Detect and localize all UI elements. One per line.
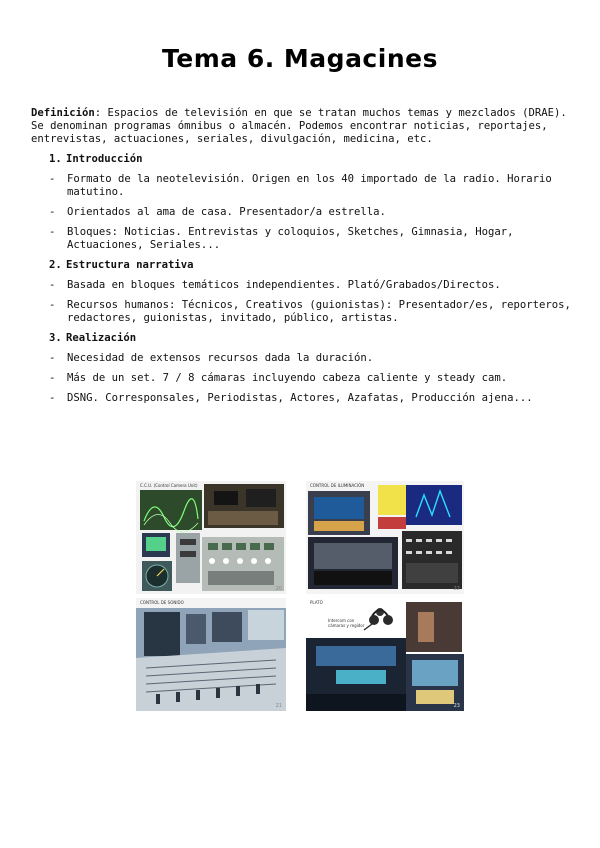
list-item	[49, 206, 571, 219]
list-item-text: Basada en bloques temáticos independientes. Plató/Grabados/Directos.	[67, 279, 501, 291]
list-item-text: Bloques: Noticias. Entrevistas y coloquios, Sketches, Gimnasia, Hogar, Actuaciones, Seriales...	[67, 226, 514, 251]
list-item-text: Formato de la neotelevisión. Origen en los 40 importado de la radio. Horario matutino.	[67, 173, 552, 198]
sound-photo	[136, 598, 286, 711]
dash-icon: -	[49, 226, 56, 238]
list-item	[49, 392, 571, 405]
section-title: Realización	[66, 332, 137, 344]
section-heading-realizacion	[49, 332, 571, 345]
list-item	[49, 352, 571, 365]
list-item	[49, 299, 571, 325]
list-item-text: Orientados al ama de casa. Presentador/a estrella.	[67, 206, 386, 218]
lighting-photo	[306, 481, 464, 594]
page-number: 22	[453, 586, 460, 592]
dash-icon: -	[49, 173, 56, 185]
list-item	[49, 372, 571, 385]
dash-icon: -	[49, 206, 56, 218]
list-item-text: Más de un set. 7 / 8 cámaras incluyendo cabeza caliente y steady cam.	[67, 372, 508, 384]
definition-label: Definición	[31, 107, 95, 119]
list-item	[49, 279, 571, 292]
intercom-caption: Intercom con cámaras y regidor	[328, 618, 365, 628]
section-heading-introduccion	[49, 153, 571, 166]
panel-label: PLATÓ	[310, 600, 323, 605]
ccu-photo	[136, 481, 286, 594]
dash-icon: -	[49, 352, 56, 364]
section-number: 3.	[49, 332, 62, 344]
definition-text: : Espacios de televisión en que se tratan muchos temas y mezclados (DRAE). Se denominan programas ómnibus o almacén. Podemos encontrar noticias, reportajes, entrevistas, actuaciones, seriales, divulgación, medicina, etc.	[31, 107, 567, 145]
list-item-text: Necesidad de extensos recursos dada la duración.	[67, 352, 374, 364]
panel-label: C.C.U. (Control Camera Unit)	[140, 483, 198, 488]
page-number: 20	[275, 586, 282, 592]
dash-icon: -	[49, 392, 56, 404]
photo-collage	[136, 481, 464, 713]
dash-icon: -	[49, 372, 56, 384]
dash-icon: -	[49, 279, 56, 291]
page-title: Tema 6. Magacines	[162, 44, 438, 73]
sound-control-photo-panel	[136, 598, 286, 711]
document-body	[31, 107, 571, 412]
section-heading-estructura	[49, 259, 571, 272]
page-number: 23	[453, 703, 460, 709]
dash-icon: -	[49, 299, 56, 311]
section-title: Estructura narrativa	[66, 259, 194, 271]
list-item	[49, 226, 571, 252]
lighting-control-photo-panel	[306, 481, 464, 594]
ccu-photo-panel	[136, 481, 286, 594]
list-item	[49, 173, 571, 199]
set-photo	[306, 598, 464, 711]
panel-label: CONTROL DE SONIDO	[140, 600, 184, 605]
page-number: 21	[275, 703, 282, 709]
list-item-text: DSNG. Corresponsales, Periodistas, Actores, Azafatas, Producción ajena...	[67, 392, 533, 404]
section-title: Introducción	[66, 153, 143, 165]
section-number: 1.	[49, 153, 62, 165]
definition-paragraph	[31, 107, 571, 146]
section-number: 2.	[49, 259, 62, 271]
set-photo-panel	[306, 598, 464, 711]
panel-label: CONTROL DE ILUMINACIÓN	[310, 483, 365, 488]
list-item-text: Recursos humanos: Técnicos, Creativos (guionistas): Presentador/es, reporteros, redactores, guionistas, invitado, público, artistas.	[67, 299, 571, 324]
